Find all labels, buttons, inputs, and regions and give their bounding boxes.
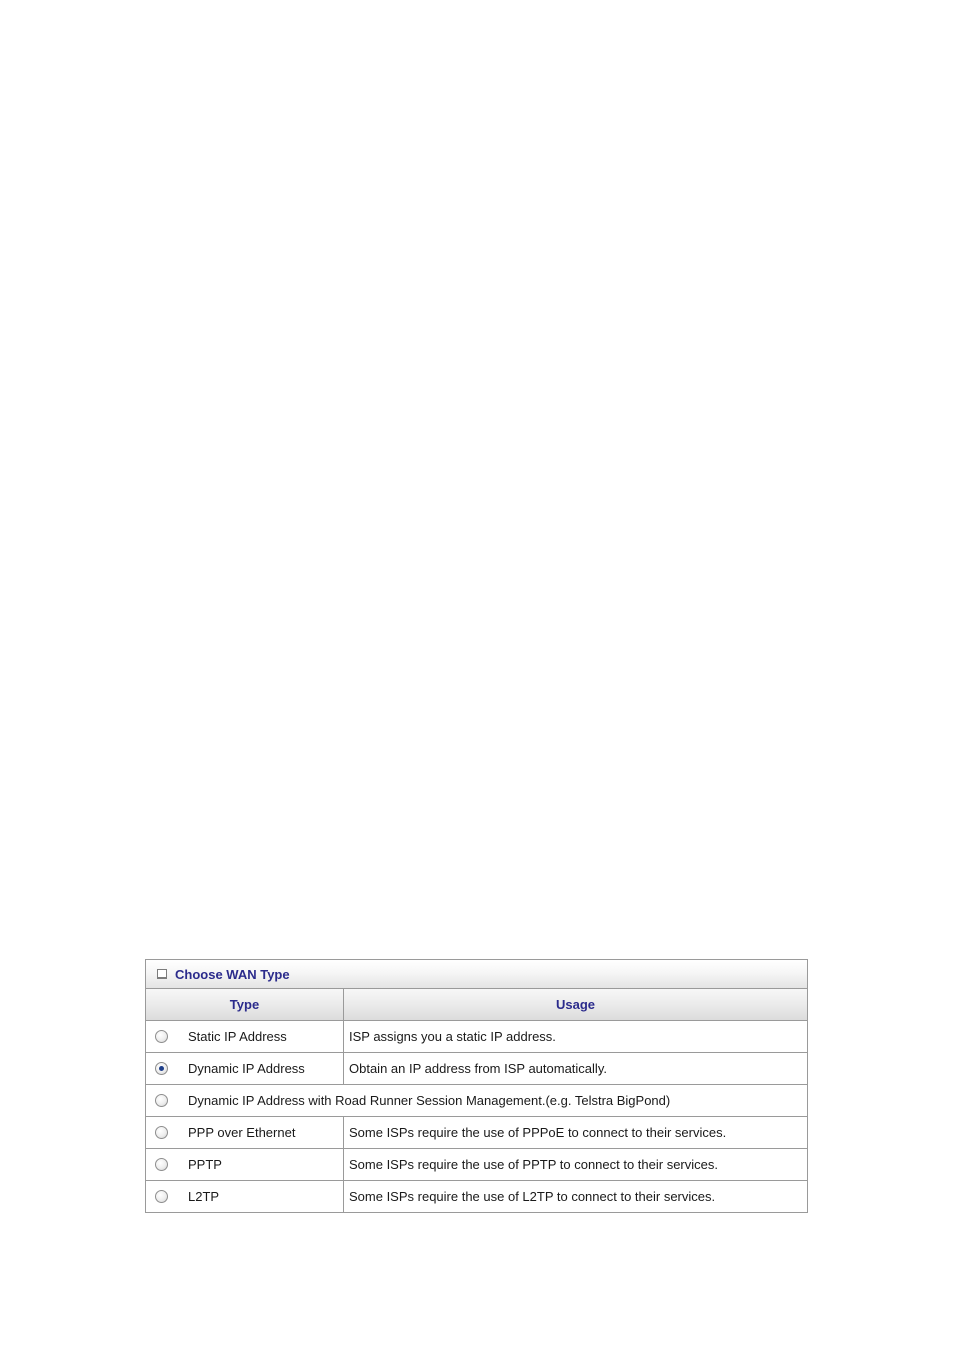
- type-label-pppoe: PPP over Ethernet: [188, 1125, 296, 1140]
- table-header-row: [146, 989, 807, 1021]
- type-label-pptp: PPTP: [188, 1157, 222, 1172]
- type-cell: [146, 1181, 344, 1213]
- usage-pptp: Some ISPs require the use of PPTP to connect to their services.: [344, 1149, 808, 1181]
- wan-row-pptp: [146, 1149, 807, 1181]
- wan-type-table: [146, 989, 807, 1213]
- radio-l2tp[interactable]: [155, 1190, 168, 1203]
- usage-l2tp: Some ISPs require the use of L2TP to connect to their services.: [344, 1181, 808, 1213]
- type-cell: [146, 1149, 344, 1181]
- panel-title: Choose WAN Type: [175, 966, 290, 982]
- type-label-static-ip: Static IP Address: [188, 1029, 287, 1044]
- radio-pppoe[interactable]: [155, 1126, 168, 1139]
- wan-row-dynamic-ip: [146, 1053, 807, 1085]
- choose-wan-type-panel: [145, 959, 808, 1213]
- type-cell-road-runner: [146, 1085, 807, 1117]
- usage-column-header: Usage: [344, 989, 808, 1021]
- type-cell: [146, 1117, 344, 1149]
- radio-pptp[interactable]: [155, 1158, 168, 1171]
- usage-static-ip: ISP assigns you a static IP address.: [344, 1021, 808, 1053]
- wan-row-pppoe: [146, 1117, 807, 1149]
- wan-row-l2tp: [146, 1181, 807, 1213]
- wan-row-static-ip: [146, 1021, 807, 1053]
- wan-row-road-runner: [146, 1085, 807, 1117]
- radio-road-runner[interactable]: [155, 1094, 168, 1107]
- type-label-l2tp: L2TP: [188, 1189, 220, 1204]
- radio-static-ip[interactable]: [155, 1030, 168, 1043]
- usage-dynamic-ip: Obtain an IP address from ISP automatically.: [344, 1053, 808, 1085]
- type-column-header: Type: [146, 989, 344, 1021]
- type-cell: [146, 1021, 344, 1053]
- usage-pppoe: Some ISPs require the use of PPPoE to connect to their services.: [344, 1117, 808, 1149]
- radio-dynamic-ip[interactable]: [155, 1062, 168, 1075]
- type-label-road-runner: Dynamic IP Address with Road Runner Session Management.(e.g. Telstra BigPond): [188, 1093, 671, 1108]
- panel-title-bar: [146, 960, 807, 989]
- box-icon: [157, 969, 167, 979]
- type-cell: [146, 1053, 344, 1085]
- type-label-dynamic-ip: Dynamic IP Address: [188, 1061, 305, 1076]
